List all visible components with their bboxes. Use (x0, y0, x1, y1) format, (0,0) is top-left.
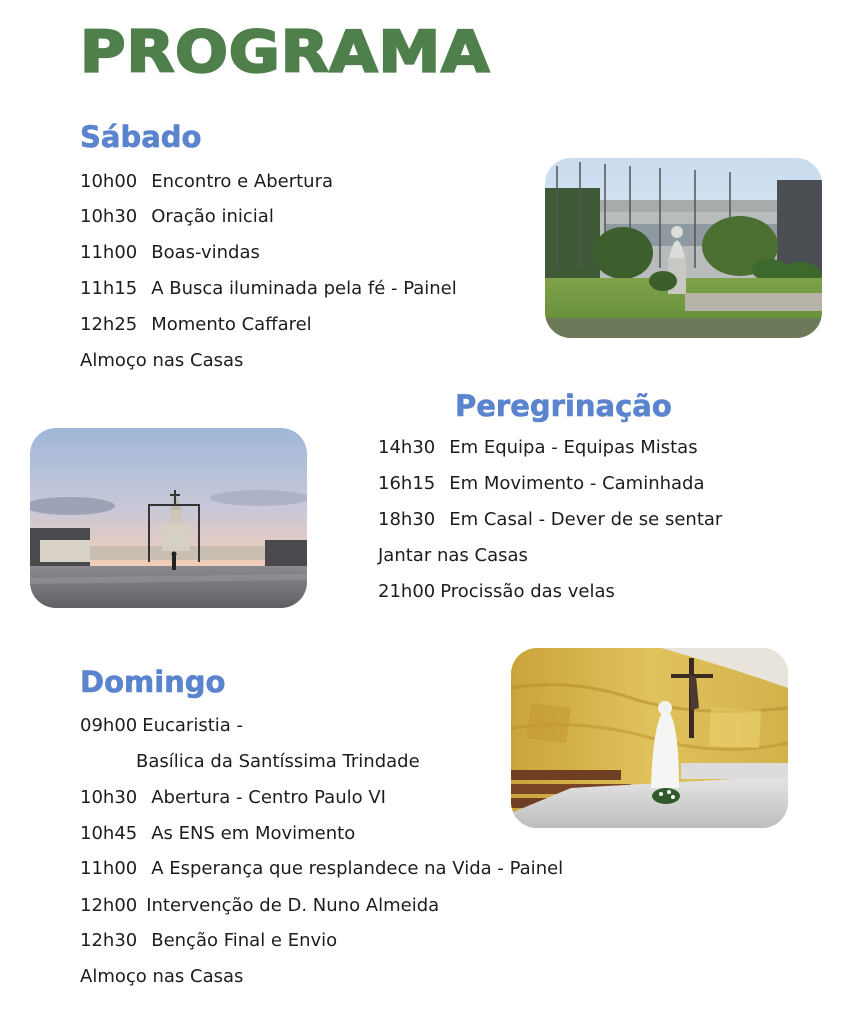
item-text: Intervenção de D. Nuno Almeida (146, 895, 440, 916)
item-time: 11h00 (80, 858, 138, 879)
item-time: 21h00 (378, 581, 436, 602)
peregrinacao-heading: Peregrinação (455, 389, 672, 423)
domingo-closing: Almoço nas Casas (80, 966, 244, 987)
item-text: Abertura - Centro Paulo VI (151, 787, 386, 808)
item-time: 12h30 (80, 930, 138, 951)
page-title: PROGRAMA (80, 18, 491, 86)
item-text: Em Equipa - Equipas Mistas (449, 437, 698, 458)
schedule-item (378, 473, 705, 495)
item-time: 16h15 (378, 473, 436, 494)
peregrinacao-dinner: Jantar nas Casas (378, 545, 528, 566)
schedule-item (80, 930, 337, 952)
item-text: Boas-vindas (151, 242, 260, 263)
item-time: 10h45 (80, 823, 138, 844)
schedule-item (378, 581, 615, 603)
item-time: 10h30 (80, 206, 138, 227)
item-time: 12h00 (80, 895, 138, 916)
schedule-item (80, 823, 355, 845)
photo-basilica-interior (511, 648, 788, 828)
schedule-item (80, 242, 260, 264)
schedule-item (80, 858, 563, 880)
item-text: Bençãо Final e Envio (151, 930, 338, 951)
schedule-item (80, 895, 439, 917)
item-text: Em Movimento - Caminhada (449, 473, 705, 494)
item-text: Em Casal - Dever de se sentar (449, 509, 723, 530)
item-text: A Esperança que resplandece na Vida - Painel (151, 858, 564, 879)
item-time: 09h00 (80, 715, 138, 736)
item-text: As ENS em Movimento (151, 823, 356, 844)
schedule-item (80, 278, 457, 300)
item-text: Eucaristia - (142, 715, 244, 736)
item-text: Oração inicial (151, 206, 274, 227)
sabado-heading: Sábado (80, 120, 202, 154)
photo-centro-paulo-vi (545, 158, 822, 338)
schedule-item (378, 437, 698, 459)
eucaristia-place: Basílica da Santíssima Trindade (136, 751, 420, 772)
item-time: 12h25 (80, 314, 138, 335)
item-time: 11h15 (80, 278, 138, 299)
sabado-closing: Almoço nas Casas (80, 350, 244, 371)
schedule-item (80, 171, 333, 193)
schedule-item (80, 314, 312, 336)
item-text: Encontro e Abertura (151, 171, 334, 192)
schedule-item (80, 206, 274, 228)
item-time: 11h00 (80, 242, 138, 263)
item-text: Procissão das velas (440, 581, 615, 602)
item-time: 14h30 (378, 437, 436, 458)
schedule-item (80, 787, 386, 809)
schedule-item (378, 509, 722, 531)
domingo-heading: Domingo (80, 665, 226, 699)
item-text: A Busca iluminada pela fé - Painel (151, 278, 457, 299)
item-time: 10h30 (80, 787, 138, 808)
schedule-item (80, 715, 243, 737)
item-time: 10h00 (80, 171, 138, 192)
photo-santuario-fatima (30, 428, 307, 608)
item-time: 18h30 (378, 509, 436, 530)
item-text: Momento Caffarel (151, 314, 312, 335)
